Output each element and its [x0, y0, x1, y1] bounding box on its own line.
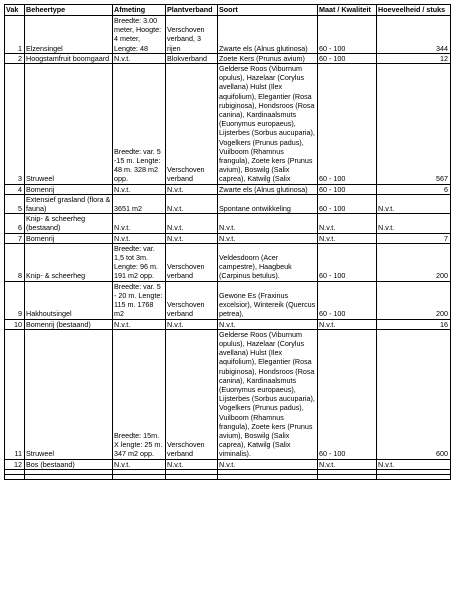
cell-soort: N.v.t.	[218, 459, 318, 469]
cell-plantverband: N.v.t.	[166, 319, 218, 329]
cell-maat: 60 - 100	[318, 184, 377, 194]
header-plantverband: Plantverband	[166, 5, 218, 16]
cell-afmeting: N.v.t.	[113, 53, 166, 63]
cell-afmeting: Breedte: var. 5 -15 m. Lengte: 48 m. 328 m2 opp.	[113, 64, 166, 185]
cell-beheertype: Extensief grasland (flora & fauna)	[25, 194, 113, 213]
cell-vak: 7	[5, 233, 25, 243]
cell-hoeveelheid: 6	[377, 184, 451, 194]
empty-row	[5, 474, 451, 479]
cell-hoeveelheid: N.v.t.	[377, 214, 451, 233]
cell-vak: 8	[5, 243, 25, 281]
cell-soort: Gelderse Roos (Viburnum opulus), Hazelaar (Corylus avellana) Hulst (Ilex aquifolium), Elegantier (Rosa rubiginosa), Hondsroos (Rosa canina), Kardinaalsmuts (Euonymus europaeus), Lijsterbes (Sorbus aucuparia), Vogelkers (Prunus padus), Vuilboom (Rhamnus frangula), Zoete kers (Prunus avium), Boswilg (Salix caprea), Katwilg (Salix viminalis).	[218, 329, 318, 459]
cell-afmeting: Breedte: 15m. X lengte: 25 m. 347 m2 opp.	[113, 329, 166, 459]
cell-afmeting: Breedte: var. 5 - 20 m. Lengte: 115 m. 1768 m2	[113, 281, 166, 319]
cell-maat: 60 - 100	[318, 243, 377, 281]
cell-beheertype: Struweel	[25, 329, 113, 459]
cell-beheertype: Struweel	[25, 64, 113, 185]
cell-hoeveelheid: 12	[377, 53, 451, 63]
cell-afmeting: N.v.t.	[113, 459, 166, 469]
header-maat: Maat / Kwaliteit	[318, 5, 377, 16]
cell-beheertype: Bomenrij (bestaand)	[25, 319, 113, 329]
cell-vak: 3	[5, 64, 25, 185]
empty-cell	[377, 474, 451, 479]
cell-hoeveelheid: 7	[377, 233, 451, 243]
cell-afmeting: Breedte: 3.00 meter, Hoogte: 4 meter, Lengte: 48	[113, 16, 166, 54]
empty-cell	[5, 474, 25, 479]
cell-beheertype: Bomenrij	[25, 233, 113, 243]
cell-soort: N.v.t.	[218, 214, 318, 233]
cell-maat: N.v.t.	[318, 319, 377, 329]
cell-hoeveelheid: 16	[377, 319, 451, 329]
header-vak: Vak	[5, 5, 25, 16]
cell-soort: N.v.t.	[218, 319, 318, 329]
cell-afmeting: N.v.t.	[113, 233, 166, 243]
cell-soort: Zwarte els (Alnus glutinosa)	[218, 184, 318, 194]
cell-plantverband: Verschoven verband	[166, 64, 218, 185]
cell-vak: 12	[5, 459, 25, 469]
cell-plantverband: N.v.t.	[166, 459, 218, 469]
cell-vak: 5	[5, 194, 25, 213]
cell-soort: N.v.t.	[218, 233, 318, 243]
table-row	[5, 243, 451, 281]
table-row	[5, 281, 451, 319]
cell-vak: 1	[5, 16, 25, 54]
table-row	[5, 64, 451, 185]
table-row	[5, 214, 451, 233]
cell-soort: Spontane ontwikkeling	[218, 194, 318, 213]
cell-afmeting: N.v.t.	[113, 184, 166, 194]
table-row	[5, 459, 451, 469]
header-hoeveelheid: Hoeveelheid / stuks	[377, 5, 451, 16]
cell-beheertype: Bomenrij	[25, 184, 113, 194]
cell-vak: 4	[5, 184, 25, 194]
cell-beheertype: Elzensingel	[25, 16, 113, 54]
header-beheertype: Beheertype	[25, 5, 113, 16]
cell-maat: 60 - 100	[318, 329, 377, 459]
cell-afmeting: N.v.t.	[113, 319, 166, 329]
cell-hoeveelheid: N.v.t.	[377, 194, 451, 213]
cell-maat: 60 - 100	[318, 16, 377, 54]
cell-maat: 60 - 100	[318, 64, 377, 185]
table-row	[5, 194, 451, 213]
empty-cell	[218, 474, 318, 479]
cell-soort: Zoete Kers (Prunus avium)	[218, 53, 318, 63]
cell-hoeveelheid: 344	[377, 16, 451, 54]
cell-soort: Zwarte els (Alnus glutinosa)	[218, 16, 318, 54]
cell-hoeveelheid: N.v.t.	[377, 459, 451, 469]
cell-afmeting: N.v.t.	[113, 214, 166, 233]
cell-beheertype: Knip- & scheerheg	[25, 243, 113, 281]
cell-plantverband: N.v.t.	[166, 184, 218, 194]
cell-maat: 60 - 100	[318, 281, 377, 319]
table-body	[5, 16, 451, 480]
empty-cell	[166, 474, 218, 479]
cell-maat: N.v.t.	[318, 233, 377, 243]
table-row	[5, 319, 451, 329]
empty-cell	[113, 474, 166, 479]
cell-plantverband: N.v.t.	[166, 194, 218, 213]
table-row	[5, 184, 451, 194]
empty-cell	[25, 474, 113, 479]
planting-table	[4, 4, 451, 480]
cell-hoeveelheid: 200	[377, 281, 451, 319]
table-row	[5, 233, 451, 243]
cell-vak: 6	[5, 214, 25, 233]
cell-plantverband: Blokverband	[166, 53, 218, 63]
cell-hoeveelheid: 567	[377, 64, 451, 185]
cell-vak: 11	[5, 329, 25, 459]
cell-plantverband: Verschoven verband, 3 rijen	[166, 16, 218, 54]
cell-afmeting: Breedte: var. 1,5 tot 3m. Lengte: 96 m. 191 m2 opp.	[113, 243, 166, 281]
cell-maat: N.v.t.	[318, 459, 377, 469]
cell-plantverband: Verschoven verband	[166, 329, 218, 459]
cell-soort: Gewone Es (Fraxinus excelsior), Wintereik (Quercus petrea),	[218, 281, 318, 319]
table-row	[5, 16, 451, 54]
cell-beheertype: Hakhoutsingel	[25, 281, 113, 319]
cell-maat: 60 - 100	[318, 53, 377, 63]
cell-plantverband: Verschoven verband	[166, 281, 218, 319]
cell-hoeveelheid: 200	[377, 243, 451, 281]
table-row	[5, 329, 451, 459]
cell-maat: N.v.t.	[318, 214, 377, 233]
cell-beheertype: Bos (bestaand)	[25, 459, 113, 469]
cell-plantverband: N.v.t.	[166, 214, 218, 233]
cell-plantverband: Verschoven verband	[166, 243, 218, 281]
cell-vak: 2	[5, 53, 25, 63]
empty-cell	[318, 474, 377, 479]
cell-maat: 60 - 100	[318, 194, 377, 213]
table-row	[5, 53, 451, 63]
cell-beheertype: Hoogstamfruit boomgaard	[25, 53, 113, 63]
cell-afmeting: 3651 m2	[113, 194, 166, 213]
header-soort: Soort	[218, 5, 318, 16]
header-afmeting: Afmeting	[113, 5, 166, 16]
header-row	[5, 5, 451, 16]
cell-vak: 9	[5, 281, 25, 319]
cell-plantverband: N.v.t.	[166, 233, 218, 243]
cell-hoeveelheid: 600	[377, 329, 451, 459]
cell-beheertype: Knip- & scheerheg (bestaand)	[25, 214, 113, 233]
cell-vak: 10	[5, 319, 25, 329]
cell-soort: Veldesdoorn (Acer campestre), Haagbeuk (Carpinus betulus).	[218, 243, 318, 281]
cell-soort: Gelderse Roos (Viburnum opulus), Hazelaar (Corylus avellana) Hulst (Ilex aquifolium), Elegantier (Rosa rubiginosa), Hondsroos (Rosa canina), Kardinaalsmuts (Euonymus europaeus), Lijsterbes (Sorbus aucuparia), Vogelkers (Prunus padus), Vuilboom (Rhamnus frangula), Zoete kers (Prunus avium), Boswilg (Salix caprea), Katwilg (Salix	[218, 64, 318, 185]
